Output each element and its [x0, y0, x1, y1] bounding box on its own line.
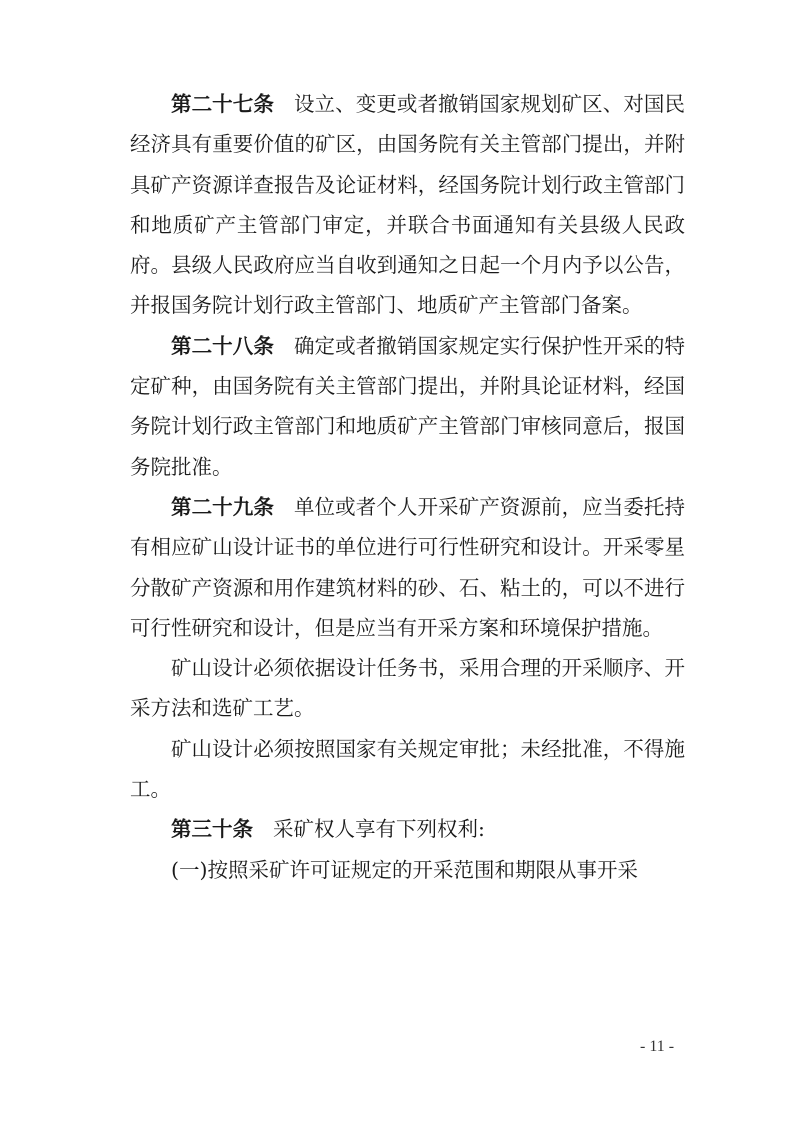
- paragraph-text: (一)按照采矿许可证规定的开采范围和期限从事开采: [171, 857, 638, 882]
- article-text: 确定或者撤销国家规定实行保护性开采的特定矿种，由国务院有关主管部门提出，并附具论证材料，经国务院计划行政主管部门和地质矿产主管部门审核同意后，报国务院批准。: [130, 333, 686, 479]
- page-number: - 11 -: [640, 1038, 675, 1055]
- article-30-paragraph: [130, 809, 685, 849]
- article-29-paragraph: [130, 487, 685, 648]
- article-28-paragraph: [130, 326, 685, 487]
- article-text: 设立、变更或者撤销国家规划矿区、对国民经济具有重要价值的矿区，由国务院有关主管部门提出，并附具矿产资源详查报告及论证材料，经国务院计划行政主管部门和地质矿产主管部门审定，并联合书面通知有关县级人民政府。县级人民政府应当自收到通知之日起一个月内予以公告，并报国务院计划行政主管部门、地质矿产主管部门备案。: [130, 92, 686, 318]
- article-text: 采矿权人享有下列权利:: [273, 817, 485, 842]
- list-item-1-paragraph: [130, 850, 685, 890]
- mine-design-paragraph: [130, 648, 685, 729]
- article-number: 第二十九条: [171, 494, 274, 519]
- article-number: 第二十七条: [171, 92, 274, 116]
- paragraph-text: 矿山设计必须依据设计任务书，采用合理的开采顺序、开采方法和选矿工艺。: [130, 656, 685, 721]
- body-text: [130, 84, 685, 890]
- mine-approval-paragraph: [130, 729, 685, 810]
- article-27-paragraph: [130, 84, 685, 326]
- article-number: 第二十八条: [171, 333, 274, 358]
- article-number: 第三十条: [171, 817, 253, 842]
- article-text: 单位或者个人开采矿产资源前，应当委托持有相应矿山设计证书的单位进行可行性研究和设计。开采零星分散矿产资源和用作建筑材料的砂、石、粘土的，可以不进行可行性研究和设计，但是应当有开采方案和环境保护措施。: [130, 494, 686, 640]
- paragraph-text: 矿山设计必须按照国家有关规定审批；未经批准，不得施工。: [130, 736, 685, 802]
